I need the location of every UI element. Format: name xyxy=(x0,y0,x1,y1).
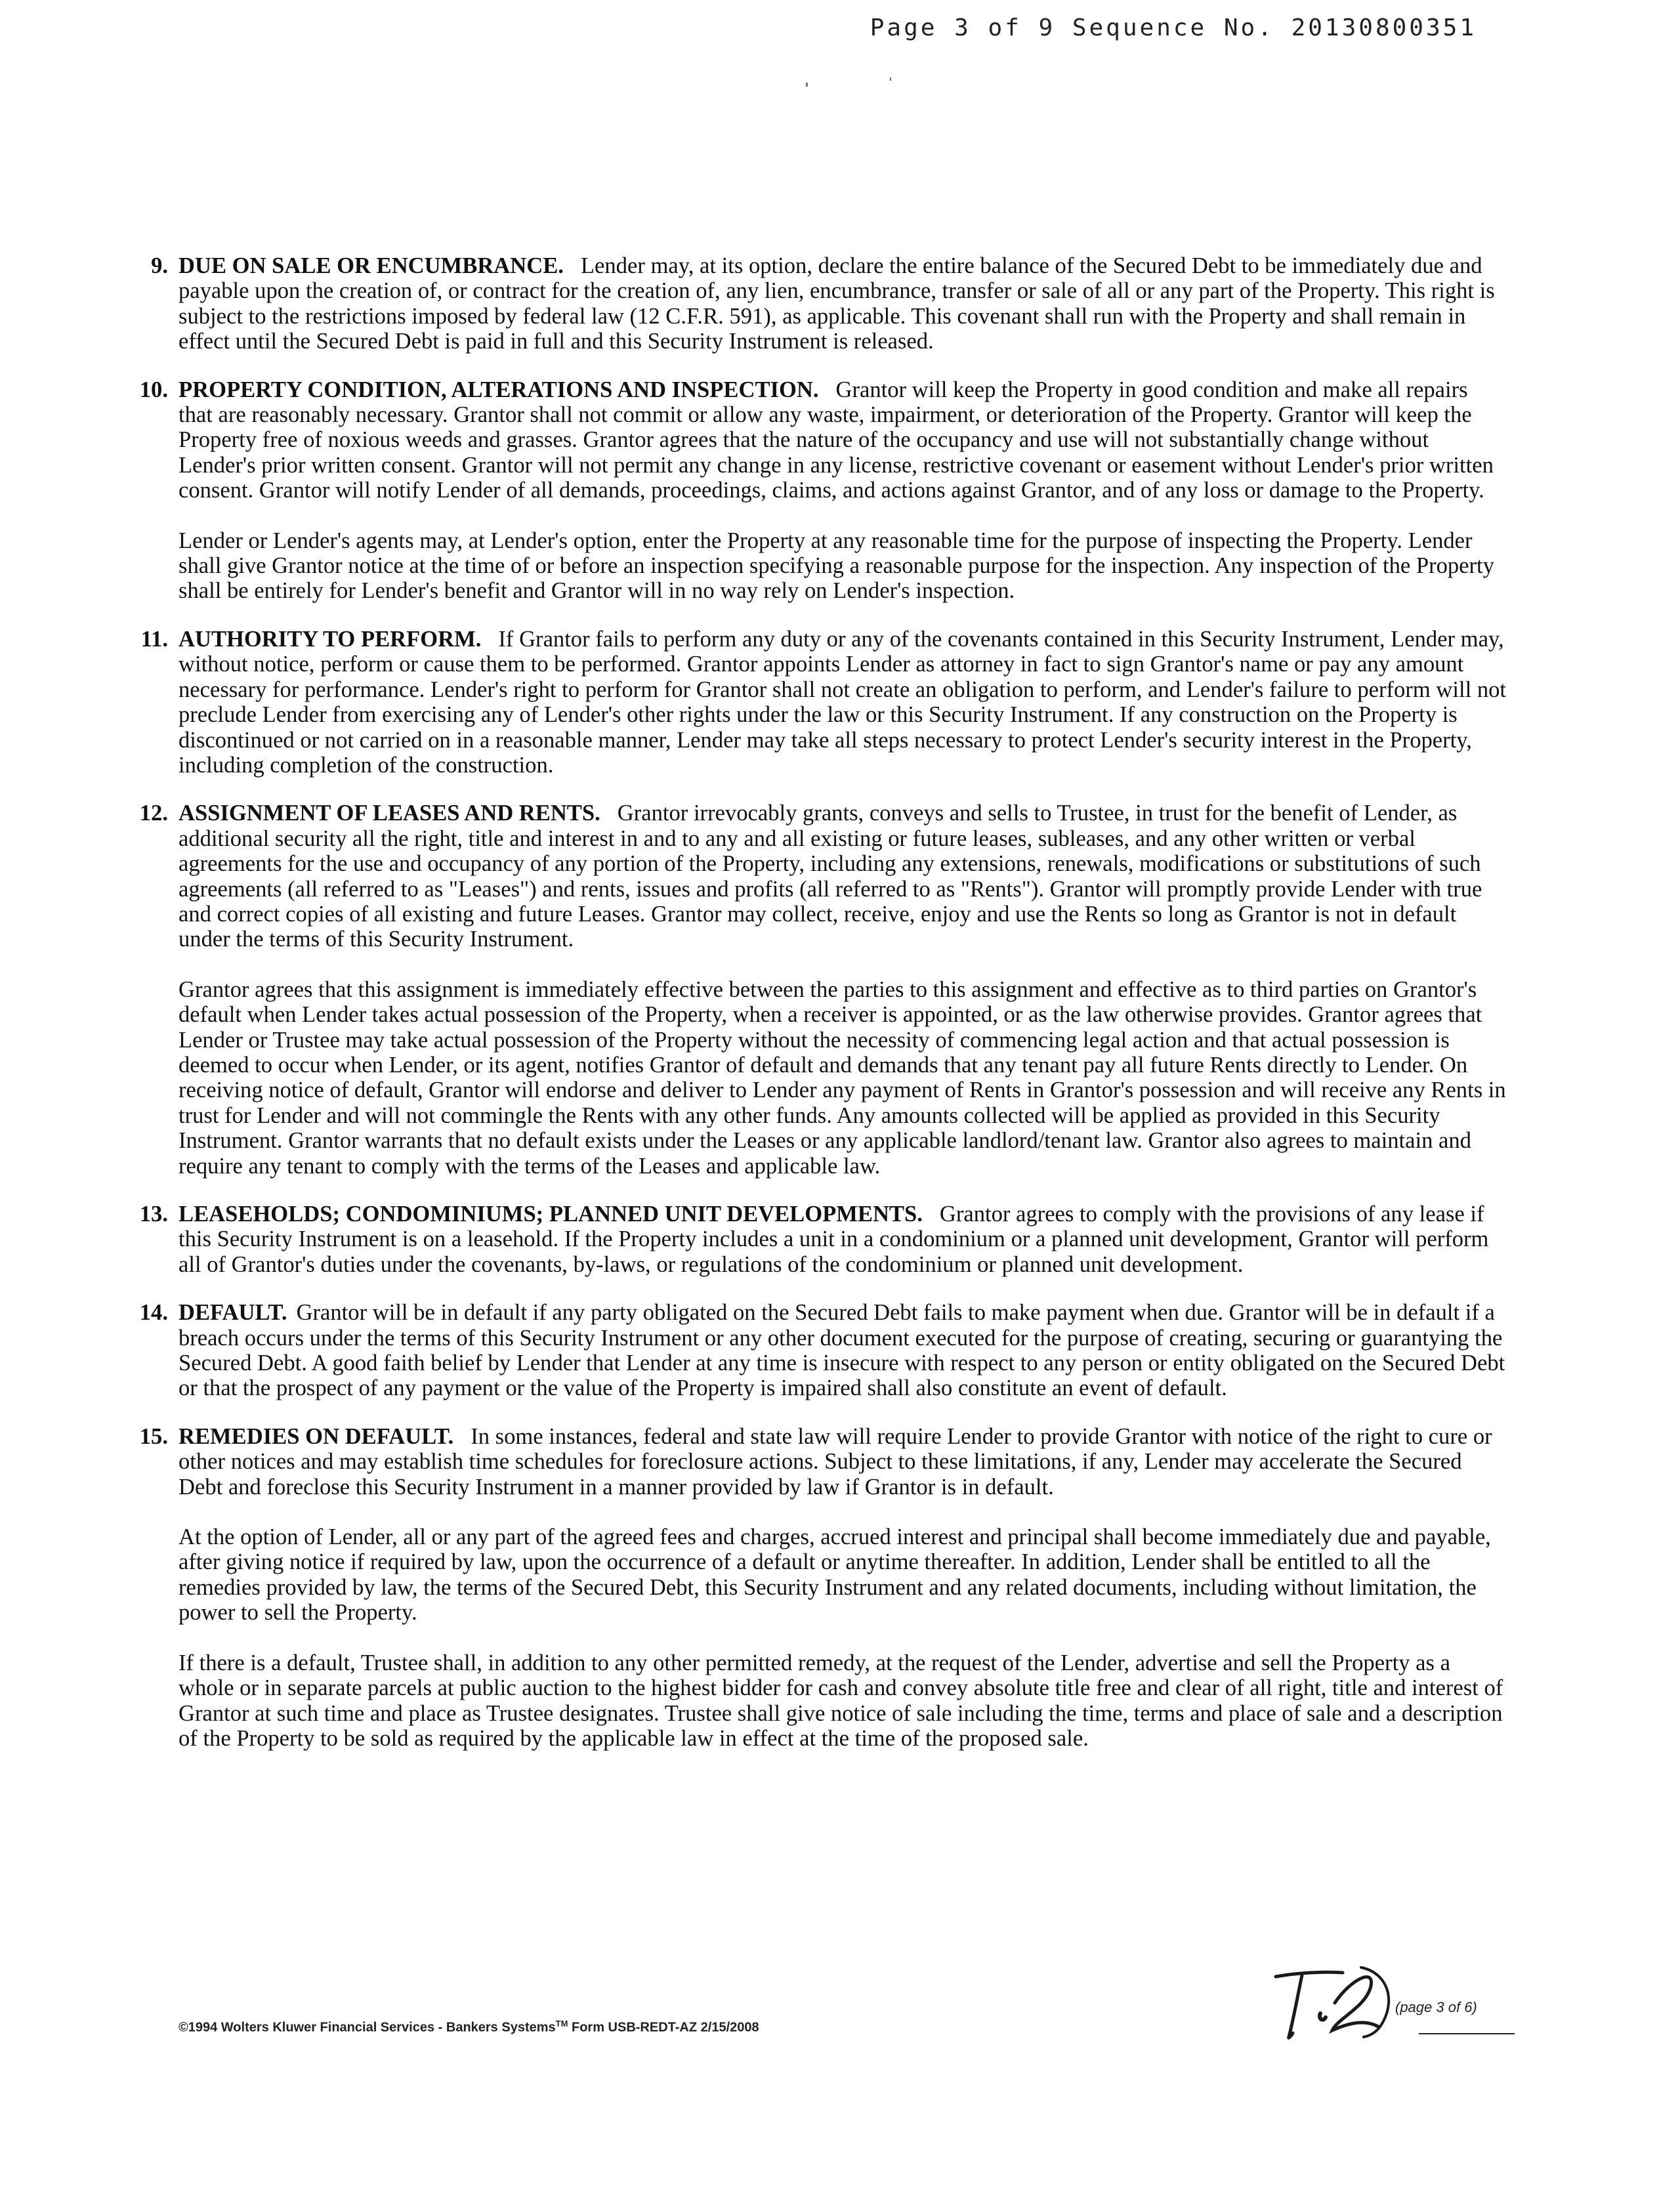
section-text: Grantor will keep the Property in good condition and make all repairs that are reasonably necessary. Grantor shall not commit or allow any waste, impairment, or deterioration of the Property. Grantor will keep the Property free of noxious weeds and grasses. Grantor agrees that the nature of the occupancy and use will not substantially change without Lender's prior written consent. Grantor will not permit any change in any license, restrictive covenant or easement without Lender's prior written consent. Grantor will notify Lender of all demands, proceedings, claims, and actions against Grantor, and of any loss or damage to the Property. xyxy=(178,377,1494,503)
footer-form-number: Form USB-REDT-AZ 2/15/2008 xyxy=(568,2020,759,2035)
section-heading: PROPERTY CONDITION, ALTERATIONS AND INSPECTION. xyxy=(178,377,819,402)
page-header: Page 3 of 9 Sequence No. 20130800351 xyxy=(870,14,1477,41)
section-property-condition xyxy=(139,377,1507,604)
section-text: If Grantor fails to perform any duty or any of the covenants contained in this Security Instrument, Lender may, without notice, perform or cause them to be performed. Grantor appoints Lender as attorney in fact to sign Grantor's name or pay any amount necessary for performance. Lender's right to perform for Grantor shall not create an obligation to perform, and Lender's failure to perform will not preclude Lender from exercising any of Lender's other rights under the law or this Security Instrument. If any construction on the Property is discontinued or not carried on in a reasonable manner, Lender may take all steps necessary to protect Lender's security interest in the Property, including completion of the construction. xyxy=(178,626,1507,778)
section-paragraph xyxy=(178,1300,1507,1401)
section-paragraph: If there is a default, Trustee shall, in addition to any other permitted remedy, at the request of the Lender, advertise and sell the Property as a whole or in separate parcels at public auction to the highest bidder for cash and convey absolute title free and clear of all right, title and interest of Grantor at such time and place as Trustee designates. Trustee shall give notice of sale including the time, terms and place of sale and a description of the Property to be sold as required by the applicable law in effect at the time of the proposed sale. xyxy=(178,1650,1503,1751)
scan-speck xyxy=(806,83,808,87)
section-number: 9. xyxy=(151,253,168,278)
scan-speck xyxy=(890,77,891,81)
section-heading: LEASEHOLDS; CONDOMINIUMS; PLANNED UNIT DEVELOPMENTS. xyxy=(178,1202,923,1227)
section-paragraph: Lender or Lender's agents may, at Lender's option, enter the Property at any reasonable time for the purpose of inspecting the Property. Lender shall give Grantor notice at the time of or before an inspection specifying a reasonable purpose for the inspection. Any inspection of the Property shall be entirely for Lender's benefit and Grantor will in no way rely on Lender's inspection. xyxy=(178,528,1494,604)
initials-signature xyxy=(1272,1953,1396,2045)
section-text: In some instances, federal and state law will require Lender to provide Grantor with notice of the right to cure or other notices and may establish time schedules for foreclosure actions. Subject to these limitations, if any, Lender may accelerate the Secured Debt and foreclose this Security Instrument in a manner provided by law if Grantor is in default. xyxy=(178,1423,1492,1500)
section-paragraph xyxy=(178,1424,1507,1500)
section-remedies-on-default xyxy=(139,1423,1507,1751)
section-paragraph xyxy=(178,1202,1507,1277)
section-number: 13. xyxy=(139,1202,168,1227)
section-text: Grantor agrees to comply with the provisions of any lease if this Security Instrument is on a leasehold. If the Property includes a unit in a condominium or a planned unit development, Grantor will perform all of Grantor's duties under the covenants, by-laws, or regulations of the condominium or planned unit development. xyxy=(178,1202,1489,1277)
section-paragraph: At the option of Lender, all or any part of the agreed fees and charges, accrued interest and principal shall become immediately due and payable, after giving notice if required by law, upon the occurrence of a default or anytime thereafter. In addition, Lender shall be entitled to all the remedies provided by law, the terms of the Secured Debt, this Security Instrument and any related documents, including without limitation, the power to sell the Property. xyxy=(178,1524,1491,1626)
section-authority-to-perform xyxy=(140,626,1507,778)
section-heading: REMEDIES ON DEFAULT. xyxy=(178,1423,454,1449)
section-text: Grantor will be in default if any party obligated on the Secured Debt fails to make payment when due. Grantor will be in default if a breach occurs under the terms of this Security Instrument or any other document executed for the purpose of creating, securing or guarantying the Secured Debt. A good faith belief by Lender that Lender at any time is insecure with respect to any person or entity obligated on the Secured Debt or that the prospect of any payment or the value of the Property is impaired shall also constitute an event of default. xyxy=(178,1300,1505,1401)
section-due-on-sale xyxy=(151,253,1507,354)
signature-line xyxy=(1419,2033,1515,2034)
section-paragraph xyxy=(178,801,1507,952)
section-default xyxy=(139,1300,1507,1401)
form-footer xyxy=(178,2019,759,2036)
section-leaseholds xyxy=(139,1202,1507,1277)
section-paragraph xyxy=(178,253,1507,354)
section-heading: AUTHORITY TO PERFORM. xyxy=(178,626,482,652)
section-text: Lender may, at its option, declare the entire balance of the Secured Debt to be immediately due and payable upon the creation of, or contract for the creation of, any lien, encumbrance, transfer or sale of all or any part of the Property. This right is subject to the restrictions imposed by federal law (12 C.F.R. 591), as applicable. This covenant shall run with the Property and shall remain in effect until the Secured Debt is paid in full and this Security Instrument is released. xyxy=(178,253,1495,354)
footer-copyright: ©1994 Wolters Kluwer Financial Services - Bankers Systems xyxy=(178,2020,556,2035)
footer-trademark: TM xyxy=(555,2019,568,2028)
section-paragraph xyxy=(178,627,1507,778)
section-number: 15. xyxy=(139,1423,168,1449)
section-assignment-of-leases xyxy=(139,801,1507,1179)
section-number: 12. xyxy=(139,801,168,826)
section-heading: DUE ON SALE OR ENCUMBRANCE. xyxy=(178,253,564,278)
section-number: 10. xyxy=(139,377,168,402)
section-paragraph: Grantor agrees that this assignment is immediately effective between the parties to this assignment and effective as to third parties on Grantor's default when Lender takes actual possession of the Property, when a receiver is appointed, or as the law otherwise provides. Grantor agrees that Lender or Trustee may take actual possession of the Property without the necessity of commencing legal action and that actual possession is deemed to occur when Lender, or its agent, notifies Grantor of default and demands that any tenant pay all future Rents directly to Lender. On receiving notice of default, Grantor will endorse and deliver to Lender any payment of Rents in Grantor's possession and will receive any Rents in trust for Lender and will not commingle the Rents with any other funds. Any amounts collected will be applied as provided in this Security Instrument. Grantor warrants that no default exists under the Leases or any applicable landlord/tenant law. Grantor also agrees to maintain and require any tenant to comply with the terms of the Leases and applicable law. xyxy=(178,976,1506,1179)
document-body xyxy=(129,253,1507,1774)
section-heading: ASSIGNMENT OF LEASES AND RENTS. xyxy=(178,801,600,826)
page-note: (page 3 of 6) xyxy=(1395,1999,1477,2015)
section-paragraph xyxy=(178,377,1507,503)
section-number: 14. xyxy=(139,1300,168,1326)
section-heading: DEFAULT. xyxy=(178,1300,287,1326)
section-text: Grantor irrevocably grants, conveys and sells to Trustee, in trust for the benefit of Lender, as additional security all the right, title and interest in and to any and all existing or future leases, subleases, and any other written or verbal agreements for the use and occupancy of any portion of the Property, including any extensions, renewals, modifications or substitutions of such agreements (all referred to as "Leases") and rents, issues and profits (all referred to as "Rents"). Grantor will promptly provide Lender with true and correct copies of all existing and future Leases. Grantor may collect, receive, enjoy and use the Rents so long as Grantor is not in default under the terms of this Security Instrument. xyxy=(178,801,1482,952)
section-number: 11. xyxy=(140,626,168,652)
